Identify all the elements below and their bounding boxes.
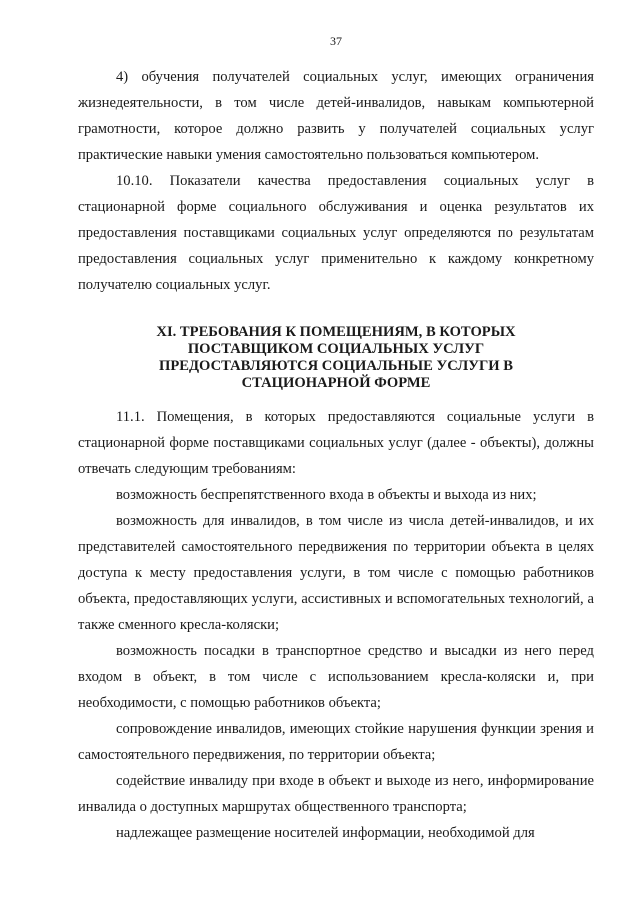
requirement-escort: сопровождение инвалидов, имеющих стойкие нарушения функции зрения и самостоятельного передвижения, по территории объекта;	[78, 721, 594, 763]
section-heading: XI. ТРЕБОВАНИЯ К ПОМЕЩЕНИЯМ, В КОТОРЫХ ПОСТАВЩИКОМ СОЦИАЛЬНЫХ УСЛУГ ПРЕДОСТАВЛЯЮТСЯ СОЦИАЛЬНЫЕ УСЛУГИ В СТАЦИОНАРНОЙ ФОРМЕ	[156, 324, 516, 391]
requirement-entry-exit: возможность беспрепятственного входа в объекты и выхода из них;	[116, 487, 537, 503]
requirement-movement: возможность для инвалидов, в том числе из числа детей-инвалидов, и их представителей самостоятельного передвижения по территории объекта в целях доступа к месту предоставления услуги, в том числе с помощью работников объекта, предоставляющих услуги, ассистивных и вспомогательных технологий, а также сменного кресла-коляски;	[78, 513, 594, 633]
paragraph-item-4: 4) обучения получателей социальных услуг, имеющих ограничения жизнедеятельности, в том числе детей-инвалидов, навыкам компьютерной грамотности, которое должно развить у получателей социальных услуг практические навыки умения самостоятельно пользоваться компьютером.	[78, 69, 594, 163]
requirement-assistance: содействие инвалиду при входе в объект и выходе из него, информирование инвалида о доступных маршрутах общественного транспорта;	[78, 773, 594, 815]
page-content	[78, 64, 594, 846]
paragraph-11-1: 11.1. Помещения, в которых предоставляются социальные услуги в стационарной форме поставщиками социальных услуг (далее - объекты), должны отвечать следующим требованиям:	[78, 409, 594, 477]
requirement-transport: возможность посадки в транспортное средство и высадки из него перед входом в объект, в том числе с использованием кресла-коляски и, при необходимости, с помощью работников объекта;	[78, 643, 594, 711]
paragraph-10-10: 10.10. Показатели качества предоставления социальных услуг в стационарной форме социального обслуживания и оценка результатов их предоставления поставщиками социальных услуг определяются по результатам предоставления социальных услуг применительно к каждому конкретному получателю социальных услуг.	[78, 173, 594, 293]
requirement-information: надлежащее размещение носителей информации, необходимой для	[116, 825, 535, 841]
page-number: 37	[330, 34, 342, 48]
